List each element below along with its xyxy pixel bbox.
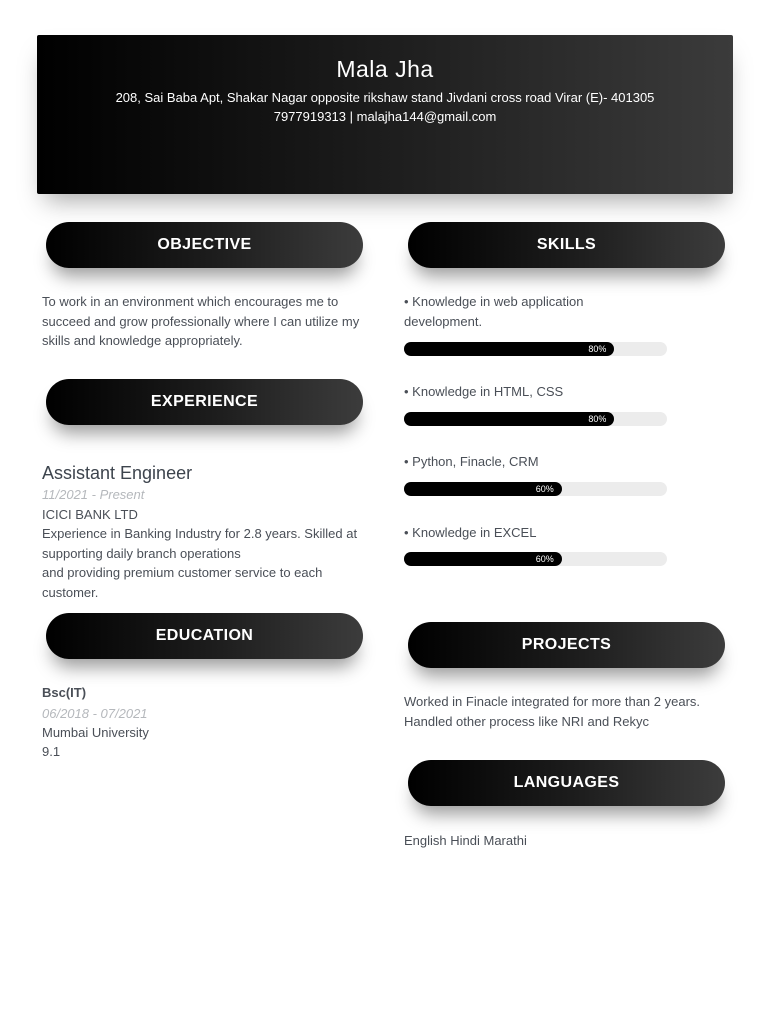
objective-text: To work in an environment which encourages me to succeed and grow professionally where I can utilize my skills and knowledge appropriately. bbox=[42, 294, 360, 348]
objective-heading: OBJECTIVE bbox=[46, 222, 363, 268]
skill-bar-fill: 60% bbox=[404, 482, 562, 496]
skill-bar-fill: 60% bbox=[404, 552, 562, 566]
skill-bar bbox=[404, 552, 667, 566]
skill-label: • Knowledge in EXCEL bbox=[404, 525, 537, 540]
skill-bar-fill: 80% bbox=[404, 342, 614, 356]
experience-heading: EXPERIENCE bbox=[46, 379, 363, 425]
languages-heading: LANGUAGES bbox=[408, 760, 725, 806]
skills-heading: SKILLS bbox=[408, 222, 725, 268]
resume-header bbox=[37, 35, 733, 194]
job-dates: 11/2021 - Present bbox=[42, 487, 145, 502]
skill-bar bbox=[404, 412, 667, 426]
skill-label: • Knowledge in HTML, CSS bbox=[404, 384, 564, 399]
job-description-1: Experience in Banking Industry for 2.8 years. Skilled at supporting daily branch operations bbox=[42, 526, 358, 561]
projects-heading: PROJECTS bbox=[408, 622, 725, 668]
skill-label: • Python, Finacle, CRM bbox=[404, 454, 539, 469]
education-score: 9.1 bbox=[42, 744, 61, 759]
job-description-2: and providing premium customer service to each customer. bbox=[42, 565, 323, 600]
education-heading: EDUCATION bbox=[46, 613, 363, 659]
projects-text: Worked in Finacle integrated for more than 2 years. Handled other process like NRI and Rekyc bbox=[404, 694, 701, 729]
skill-bar-fill: 80% bbox=[404, 412, 614, 426]
education-university: Mumbai University bbox=[42, 725, 149, 740]
job-title: Assistant Engineer bbox=[42, 463, 193, 483]
candidate-contact: 7977919313 | malajha144@gmail.com bbox=[273, 109, 497, 124]
skill-bar bbox=[404, 482, 667, 496]
skill-label: • Knowledge in web application development. bbox=[404, 294, 584, 329]
job-company: ICICI BANK LTD bbox=[42, 507, 138, 522]
education-dates: 06/2018 - 07/2021 bbox=[42, 706, 148, 721]
skill-bar bbox=[404, 342, 667, 356]
candidate-address: 208, Sai Baba Apt, Shakar Nagar opposite rikshaw stand Jivdani cross road Virar (E)- 401305 bbox=[115, 90, 655, 105]
education-degree: Bsc(IT) bbox=[42, 685, 87, 700]
candidate-name: Mala Jha bbox=[336, 56, 434, 82]
languages-text: English Hindi Marathi bbox=[404, 833, 527, 848]
